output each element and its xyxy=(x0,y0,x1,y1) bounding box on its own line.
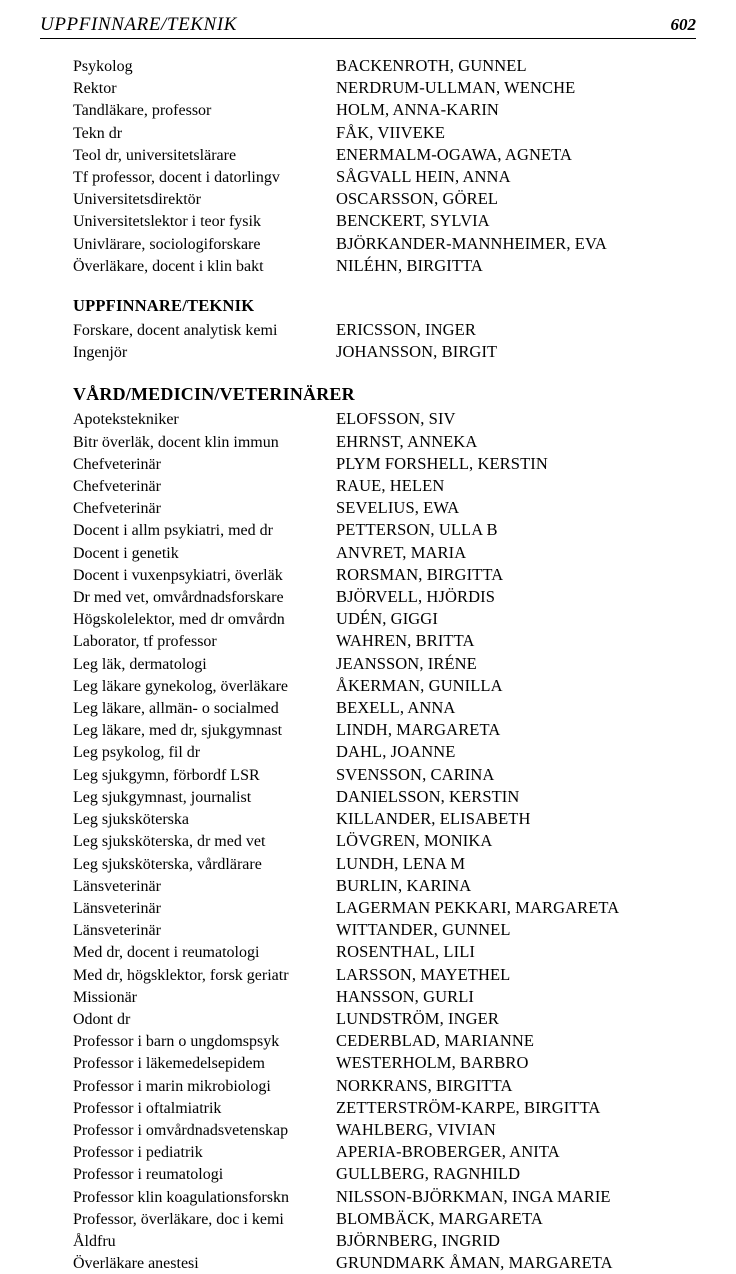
entry-role: Univlärare, sociologiforskare xyxy=(73,235,261,253)
entry-role: Leg läk, dermatologi xyxy=(73,655,207,673)
section-heading: VÅRD/MEDICIN/VETERINÄRER xyxy=(73,384,355,405)
entry-name: BACKENROTH, GUNNEL xyxy=(336,56,527,75)
directory-entry xyxy=(73,1208,696,1230)
entry-role: Bitr överläk, docent klin immun xyxy=(73,433,279,451)
entry-role: Professor i marin mikrobiologi xyxy=(73,1077,271,1095)
entry-name: UDÉN, GIGGI xyxy=(336,609,438,629)
directory-entry xyxy=(73,875,696,897)
directory-entry xyxy=(73,1075,696,1097)
entry-name: BJÖRKANDER-MANNHEIMER, EVA xyxy=(336,233,607,253)
entry-role: Chefveterinär xyxy=(73,500,161,518)
page-number: 602 xyxy=(670,15,696,34)
directory-entry xyxy=(73,1119,696,1141)
entry-role: Högskolelektor, med dr omvårdn xyxy=(73,611,285,629)
entry-role: Leg sjuksköterska xyxy=(73,811,189,829)
entry-role: Ingenjör xyxy=(73,344,128,362)
directory-entry xyxy=(73,144,696,166)
entry-role: Professor, överläkare, doc i kemi xyxy=(73,1210,284,1228)
entry-role: Rektor xyxy=(73,80,117,98)
entry-name: BJÖRVELL, HJÖRDIS xyxy=(336,587,495,607)
entry-role: Psykolog xyxy=(73,58,133,75)
entry-role: Professor i pediatrik xyxy=(73,1144,203,1162)
directory-entry xyxy=(73,919,696,941)
entry-role: Chefveterinär xyxy=(73,478,161,496)
directory-entry xyxy=(73,1141,696,1163)
entry-name: APERIA-BROBERGER, ANITA xyxy=(336,1142,560,1162)
entry-name: HOLM, ANNA-KARIN xyxy=(336,100,499,120)
running-head-title: UPPFINNARE/TEKNIK xyxy=(40,14,238,35)
directory-entry xyxy=(73,1008,696,1030)
entry-role: Med dr, högsklektor, forsk geriatr xyxy=(73,966,289,984)
entry-list xyxy=(73,408,696,1274)
directory-entry xyxy=(73,408,696,430)
entry-name: PETTERSON, ULLA B xyxy=(336,520,498,540)
entry-name: ENERMALM-OGAWA, AGNETA xyxy=(336,144,573,164)
entry-name: BEXELL, ANNA xyxy=(336,698,456,718)
entry-name: ÅKERMAN, GUNILLA xyxy=(336,675,503,695)
directory-entry xyxy=(73,1052,696,1074)
directory-entry xyxy=(73,233,696,255)
entry-role: Odont dr xyxy=(73,1010,131,1028)
directory-entry xyxy=(73,166,696,188)
entry-name: RORSMAN, BIRGITTA xyxy=(336,564,504,584)
entry-name: WITTANDER, GUNNEL xyxy=(336,920,511,940)
entry-role: Leg läkare gynekolog, överläkare xyxy=(73,677,289,695)
directory-entry xyxy=(73,1252,696,1274)
entry-name: BURLIN, KARINA xyxy=(336,875,472,895)
entry-role: Leg sjukgymn, förbordf LSR xyxy=(73,766,260,784)
directory-entry xyxy=(73,519,696,541)
entry-name: LINDH, MARGARETA xyxy=(336,720,501,740)
entry-role: Forskare, docent analytisk kemi xyxy=(73,322,278,340)
entry-name: SÅGVALL HEIN, ANNA xyxy=(336,167,511,187)
directory-entry xyxy=(73,653,696,675)
entry-role: Leg sjukgymnast, journalist xyxy=(73,788,252,806)
directory-entry xyxy=(73,1097,696,1119)
directory-entry xyxy=(73,1186,696,1208)
entry-role: Leg sjuksköterska, dr med vet xyxy=(73,833,266,851)
entry-name: SVENSSON, CARINA xyxy=(336,764,495,784)
entry-role: Docent i genetik xyxy=(73,544,179,562)
entry-role: Överläkare anestesi xyxy=(73,1255,199,1273)
entry-role: Professor klin koagulationsforskn xyxy=(73,1188,289,1206)
directory-content xyxy=(40,55,696,1274)
directory-entry xyxy=(73,255,696,277)
section-heading: UPPFINNARE/TEKNIK xyxy=(73,296,255,316)
entry-name: GRUNDMARK ÅMAN, MARGARETA xyxy=(336,1253,613,1273)
directory-entry xyxy=(73,608,696,630)
directory-entry xyxy=(73,741,696,763)
directory-entry xyxy=(73,586,696,608)
entry-name: ZETTERSTRÖM-KARPE, BIRGITTA xyxy=(336,1097,601,1117)
directory-entry xyxy=(73,77,696,99)
entry-role: Länsveterinär xyxy=(73,899,161,917)
directory-entry xyxy=(73,542,696,564)
directory-entry xyxy=(73,210,696,232)
entry-name: JOHANSSON, BIRGIT xyxy=(336,342,498,362)
directory-entry xyxy=(73,475,696,497)
entry-role: Tandläkare, professor xyxy=(73,102,212,120)
entry-name: JEANSSON, IRÉNE xyxy=(336,653,477,673)
entry-role: Länsveterinär xyxy=(73,922,161,940)
entry-name: ELOFSSON, SIV xyxy=(336,409,456,429)
entry-list xyxy=(73,319,696,363)
entry-role: Med dr, docent i reumatologi xyxy=(73,944,260,962)
entry-role: Professor i reumatologi xyxy=(73,1166,224,1184)
entry-name: DAHL, JOANNE xyxy=(336,742,456,762)
entry-name: KILLANDER, ELISABETH xyxy=(336,809,531,829)
entry-name: HANSSON, GURLI xyxy=(336,986,474,1006)
entry-role: Teol dr, universitetslärare xyxy=(73,146,237,164)
directory-entry xyxy=(73,1030,696,1052)
entry-name: RAUE, HELEN xyxy=(336,476,445,496)
entry-role: Tf professor, docent i datorlingv xyxy=(73,169,280,187)
directory-entry xyxy=(73,764,696,786)
directory-entry xyxy=(73,630,696,652)
directory-entry xyxy=(73,986,696,1008)
entry-role: Leg sjuksköterska, vårdlärare xyxy=(73,855,262,873)
entry-role: Överläkare, docent i klin bakt xyxy=(73,257,264,275)
entry-name: NILSSON-BJÖRKMAN, INGA MARIE xyxy=(336,1186,611,1206)
entry-name: NORKRANS, BIRGITTA xyxy=(336,1075,513,1095)
directory-entry xyxy=(73,1163,696,1185)
entry-name: ERICSSON, INGER xyxy=(336,320,476,340)
directory-entry xyxy=(73,564,696,586)
entry-name: BENCKERT, SYLVIA xyxy=(336,211,490,231)
directory-entry xyxy=(73,786,696,808)
entry-name: BLOMBÄCK, MARGARETA xyxy=(336,1208,543,1228)
entry-role: Leg läkare, allmän- o socialmed xyxy=(73,700,279,718)
entry-role: Professor i omvårdnadsvetenskap xyxy=(73,1121,289,1139)
entry-name: ROSENTHAL, LILI xyxy=(336,942,475,962)
entry-role: Leg psykolog, fil dr xyxy=(73,744,201,762)
page-header xyxy=(40,14,696,39)
directory-entry xyxy=(73,697,696,719)
directory-entry xyxy=(73,55,696,77)
entry-name: WAHREN, BRITTA xyxy=(336,631,475,651)
entry-name: BJÖRNBERG, INGRID xyxy=(336,1230,500,1250)
entry-role: Universitetsdirektör xyxy=(73,191,201,209)
sections-container xyxy=(73,55,696,1274)
directory-entry xyxy=(73,853,696,875)
directory-entry xyxy=(73,99,696,121)
entry-role: Professor i oftalmiatrik xyxy=(73,1099,222,1117)
entry-role: Dr med vet, omvårdnadsforskare xyxy=(73,589,284,607)
entry-name: ANVRET, MARIA xyxy=(336,542,467,562)
entry-name: EHRNST, ANNEKA xyxy=(336,431,478,451)
directory-entry xyxy=(73,341,696,363)
directory-entry xyxy=(73,897,696,919)
directory-entry xyxy=(73,453,696,475)
entry-role: Länsveterinär xyxy=(73,877,161,895)
entry-name: LUNDSTRÖM, INGER xyxy=(336,1008,499,1028)
entry-name: LÖVGREN, MONIKA xyxy=(336,831,493,851)
directory-entry xyxy=(73,830,696,852)
directory-entry xyxy=(73,808,696,830)
directory-entry xyxy=(73,675,696,697)
entry-role: Professor i läkemedelsepidem xyxy=(73,1055,265,1073)
entry-name: NERDRUM-ULLMAN, WENCHE xyxy=(336,78,576,98)
entry-name: WESTERHOLM, BARBRO xyxy=(336,1053,529,1073)
directory-entry xyxy=(73,319,696,341)
directory-entry xyxy=(73,431,696,453)
entry-role: Åldfru xyxy=(73,1232,116,1250)
entry-name: LARSSON, MAYETHEL xyxy=(336,964,511,984)
entry-name: DANIELSSON, KERSTIN xyxy=(336,786,520,806)
directory-entry xyxy=(73,719,696,741)
directory-entry xyxy=(73,1230,696,1252)
directory-entry xyxy=(73,497,696,519)
directory-entry xyxy=(73,122,696,144)
entry-name: LUNDH, LENA M xyxy=(336,853,466,873)
entry-role: Professor i barn o ungdomspsyk xyxy=(73,1033,280,1051)
entry-role: Apotekstekniker xyxy=(73,411,179,429)
entry-role: Tekn dr xyxy=(73,124,123,142)
entry-name: GULLBERG, RAGNHILD xyxy=(336,1164,521,1184)
entry-name: OSCARSSON, GÖREL xyxy=(336,189,499,209)
directory-entry xyxy=(73,941,696,963)
entry-name: CEDERBLAD, MARIANNE xyxy=(336,1031,535,1051)
entry-name: LAGERMAN PEKKARI, MARGARETA xyxy=(336,897,620,917)
entry-name: SEVELIUS, EWA xyxy=(336,498,460,518)
entry-role: Universitetslektor i teor fysik xyxy=(73,213,261,231)
directory-entry xyxy=(73,964,696,986)
entry-name: WAHLBERG, VIVIAN xyxy=(336,1119,496,1139)
entry-role: Chefveterinär xyxy=(73,455,161,473)
entry-name: PLYM FORSHELL, KERSTIN xyxy=(336,453,548,473)
entry-name: FÅK, VIIVEKE xyxy=(336,122,446,142)
entry-role: Laborator, tf professor xyxy=(73,633,217,651)
entry-role: Leg läkare, med dr, sjukgymnast xyxy=(73,722,283,740)
entry-name: NILÉHN, BIRGITTA xyxy=(336,255,483,275)
directory-entry xyxy=(73,188,696,210)
entry-list xyxy=(73,55,696,277)
entry-role: Missionär xyxy=(73,988,137,1006)
entry-role: Docent i allm psykiatri, med dr xyxy=(73,522,273,540)
entry-role: Docent i vuxenpsykiatri, överläk xyxy=(73,566,283,584)
